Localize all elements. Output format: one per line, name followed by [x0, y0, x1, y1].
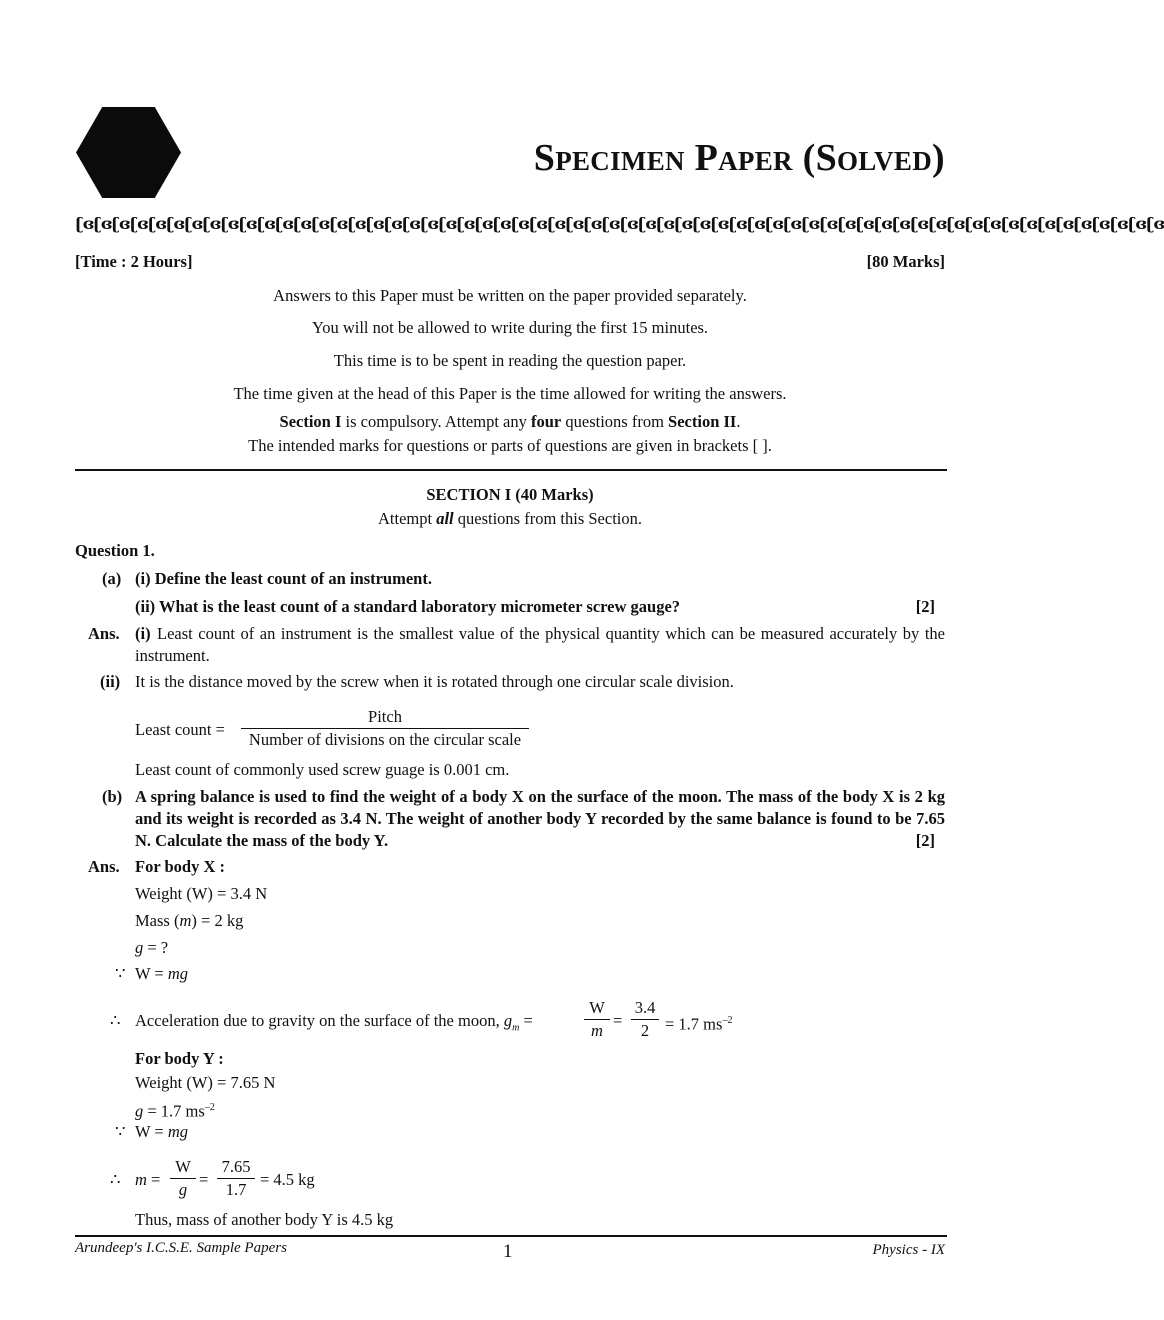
bold-text: Section I [279, 412, 342, 431]
instruction: The time given at the head of this Paper is the time allowed for writing the answers. [233, 384, 787, 403]
given: g = ? [135, 938, 169, 957]
emphasis: all [436, 509, 454, 528]
formula: Acceleration due to gravity on the surface of the moon, $g_m$ = [135, 1011, 533, 1034]
subheading: For body Y : [135, 1049, 224, 1068]
text: . [736, 412, 741, 431]
fraction: $\frac{7.65}{1.7}$ [217, 1156, 255, 1201]
instruction [0, 412, 1020, 432]
answer-text: It is the distance moved by the screw when it is rotated through one circular scale division. [135, 672, 734, 691]
text: questions from [561, 412, 669, 431]
answer-label: Ans. [88, 624, 120, 643]
text: Attempt [378, 509, 437, 528]
sub-label: (ii) [100, 672, 121, 691]
given: Weight (W) = 7.65 N [135, 1073, 276, 1092]
given: Weight (W) = 3.4 N [135, 884, 268, 903]
part-label: (a) [102, 569, 122, 588]
given: g = 1.7 $ms^{-2}$ [135, 1101, 215, 1121]
section-title: SECTION I (40 Marks) [426, 485, 594, 504]
part-label: (b) [102, 787, 123, 806]
page-number: 1 [503, 1241, 513, 1262]
footer-subject: Physics - IX [872, 1242, 945, 1258]
since-symbol: ∵ [115, 1122, 126, 1141]
formula: W = mg [135, 1122, 189, 1141]
fraction: $\frac{3.4}{2}$ [631, 997, 659, 1042]
marks-label: [80 Marks] [866, 252, 945, 271]
subheading: For body X : [135, 857, 225, 876]
section-subtitle [0, 509, 1020, 529]
marks: [2] [915, 831, 935, 850]
formula-label: Least count = [135, 720, 225, 739]
fraction: $\frac{W}{g}$ [170, 1156, 196, 1201]
equals: = [613, 1011, 623, 1030]
answer-label: Ans. [88, 857, 120, 876]
question-text: A spring balance is used to find the weight of a body X on the surface of the moon. The mass of the body X is 2 kg and its weight is recorded as 3.4 N. The weight of another body Y recorded by the same balance is found to be 7.65 N. Calculate the mass of the body Y. [135, 787, 945, 850]
conclusion: Thus, mass of another body Y is 4.5 kg [135, 1210, 394, 1229]
text: is compulsory. Attempt any [341, 412, 531, 431]
instruction: The intended marks for questions or parts of questions are given in brackets [ ]. [248, 436, 772, 455]
page-title: Specimen Paper (Solved) [533, 137, 945, 179]
divider [75, 469, 947, 471]
question-text: (i) Define the least count of an instrument. [135, 569, 432, 588]
fraction [241, 706, 529, 751]
answer-text: Least count of an instrument is the smallest value of the physical quantity which can be measured accurately by the instrument. [135, 624, 945, 665]
instruction: This time is to be spent in reading the question paper. [333, 351, 687, 370]
footer-divider [75, 1235, 947, 1237]
marks: [2] [915, 597, 935, 616]
fraction: $\frac{W}{m}$ [584, 997, 610, 1042]
numerator: Pitch [241, 706, 529, 729]
denominator: Number of divisions on the circular scale [248, 730, 522, 749]
bold-text: four [531, 412, 562, 431]
question-label: Question 1. [75, 541, 155, 560]
sub-label: (i) [135, 624, 151, 643]
question-text: (ii) What is the least count of a standard laboratory micrometer screw gauge? [135, 597, 681, 616]
footer-publisher: Arundeep's I.C.S.E. Sample Papers [75, 1240, 287, 1256]
therefore-symbol: ∴ [110, 1170, 121, 1189]
bold-text: Section II [668, 412, 737, 431]
since-symbol: ∵ [115, 964, 126, 983]
equals: = [199, 1170, 209, 1189]
hexagon-logo [76, 107, 181, 198]
formula: W = mg [135, 964, 189, 983]
ornament-border: ʗɞʗɞʗɞʗɞʗɞʗɞʗɞʗɞʗɞʗɞʗɞʗɞʗɞʗɞʗɞʗɞʗɞʗɞʗɞʗɞʗɞʗɞʗɞʗɞʗɞʗɞʗɞʗɞʗɞʗɞʗɞʗɞʗɞʗɞʗɞʗɞʗɞʗɞʗɞʗɞʗɞʗɞʗɞʗɞʗɞʗɞʗɞʗɞʗɞʗɞʗɞʗɞʗɞʗɞʗɞʗɞʗɞʗɞʗɞʗɞ [75, 214, 1164, 233]
therefore-symbol: ∴ [110, 1011, 121, 1030]
instruction: Answers to this Paper must be written on the paper provided separately. [273, 286, 747, 305]
formula: m = [135, 1170, 161, 1189]
result: = 1.7 $ms^{-2}$ [665, 1014, 733, 1034]
given: Mass (m) = 2 kg [135, 911, 244, 930]
text: questions from this Section. [453, 509, 642, 528]
time-label: [Time : 2 Hours] [75, 252, 193, 271]
instruction: You will not be allowed to write during the first 15 minutes. [311, 318, 709, 337]
result: = 4.5 kg [260, 1170, 315, 1189]
answer-text: Least count of commonly used screw guage is 0.001 cm. [135, 760, 510, 779]
